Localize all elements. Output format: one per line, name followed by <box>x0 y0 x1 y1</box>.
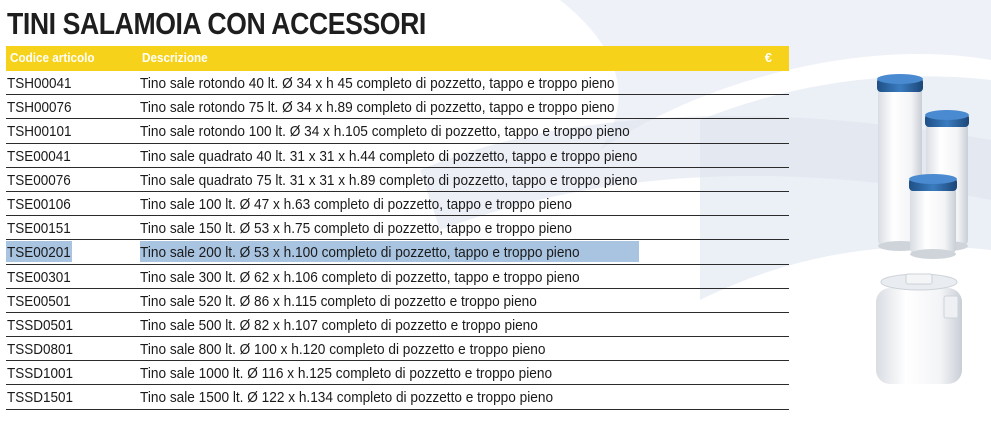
table-header <box>6 46 789 71</box>
row-description: Tino sale 300 lt. Ø 62 x h.106 completo di pozzetto, tappo e troppo pieno <box>140 268 580 286</box>
row-description: Tino sale 1500 lt. Ø 122 x h.134 completo di pozzetto e troppo pieno <box>140 389 554 407</box>
row-code: TSE00501 <box>7 292 71 310</box>
row-description: Tino sale quadrato 40 lt. 31 x 31 x h.44 completo di pozzetto, tappo e troppo pieno <box>140 147 638 165</box>
row-code: TSH00041 <box>7 75 72 92</box>
table-row[interactable] <box>6 265 789 289</box>
row-description: Tino sale 500 lt. Ø 82 x h.107 completo di pozzetto e troppo pieno <box>140 316 538 334</box>
row-code: TSE00201 <box>7 244 71 262</box>
page-title: TINI SALAMOIA CON ACCESSORI <box>7 6 426 41</box>
table-row-selected[interactable] <box>6 240 789 264</box>
row-code: TSSD1501 <box>7 389 74 407</box>
row-code: TSH00076 <box>7 99 72 117</box>
row-code: TSE00106 <box>7 195 71 213</box>
row-description: Tino sale rotondo 100 lt. Ø 34 x h.105 completo di pozzetto, tappo e troppo pieno <box>140 123 630 141</box>
row-description: Tino sale rotondo 75 lt. Ø 34 x h.89 completo di pozzetto, tappo e troppo pieno <box>140 99 615 117</box>
row-description: Tino sale rotondo 40 lt. Ø 34 x h 45 completo di pozzetto, tappo e troppo pieno <box>140 75 615 92</box>
product-photos <box>848 70 991 390</box>
row-code: TSE00301 <box>7 268 71 286</box>
row-description: Tino sale 520 lt. Ø 86 x h.115 completo di pozzetto e troppo pieno <box>140 292 537 310</box>
table-row[interactable] <box>6 337 789 361</box>
row-code: TSSD0501 <box>7 316 74 334</box>
row-code: TSSD1001 <box>7 365 74 383</box>
product-table <box>6 46 789 410</box>
header-price: € <box>764 50 772 65</box>
table-row[interactable] <box>6 385 789 409</box>
table-row[interactable] <box>6 95 789 119</box>
row-description: Tino sale quadrato 75 lt. 31 x 31 x h.89 completo di pozzetto, tappo e troppo pieno <box>140 171 638 189</box>
header-code: Codice articolo <box>10 50 95 65</box>
row-code: TSE00041 <box>7 147 71 165</box>
table-row[interactable] <box>6 361 789 385</box>
row-code: TSSD0801 <box>7 341 74 359</box>
tank-large-icon <box>876 274 962 384</box>
tank-small-icon <box>909 174 957 259</box>
row-description: Tino sale 1000 lt. Ø 116 x h.125 completo di pozzetto e troppo pieno <box>140 365 553 383</box>
row-code: TSH00101 <box>7 123 72 141</box>
table-row[interactable] <box>6 313 789 337</box>
table-row[interactable] <box>6 168 789 192</box>
table-row[interactable] <box>6 71 789 95</box>
row-code: TSE00076 <box>7 171 71 189</box>
header-description: Descrizione <box>142 50 208 65</box>
table-row[interactable] <box>6 216 789 240</box>
row-description: Tino sale 100 lt. Ø 47 x h.63 completo di pozzetto, tappo e troppo pieno <box>140 195 573 213</box>
table-row[interactable] <box>6 119 789 143</box>
row-description: Tino sale 200 lt. Ø 53 x h.100 completo di pozzetto, tappo e troppo pieno <box>140 244 580 262</box>
table-row[interactable] <box>6 192 789 216</box>
table-row[interactable] <box>6 289 789 313</box>
table-row[interactable] <box>6 144 789 168</box>
row-description: Tino sale 800 lt. Ø 100 x h.120 completo di pozzetto e troppo pieno <box>140 341 546 359</box>
row-code: TSE00151 <box>7 220 71 238</box>
row-description: Tino sale 150 lt. Ø 53 x h.75 completo di pozzetto, tappo e troppo pieno <box>140 220 573 238</box>
